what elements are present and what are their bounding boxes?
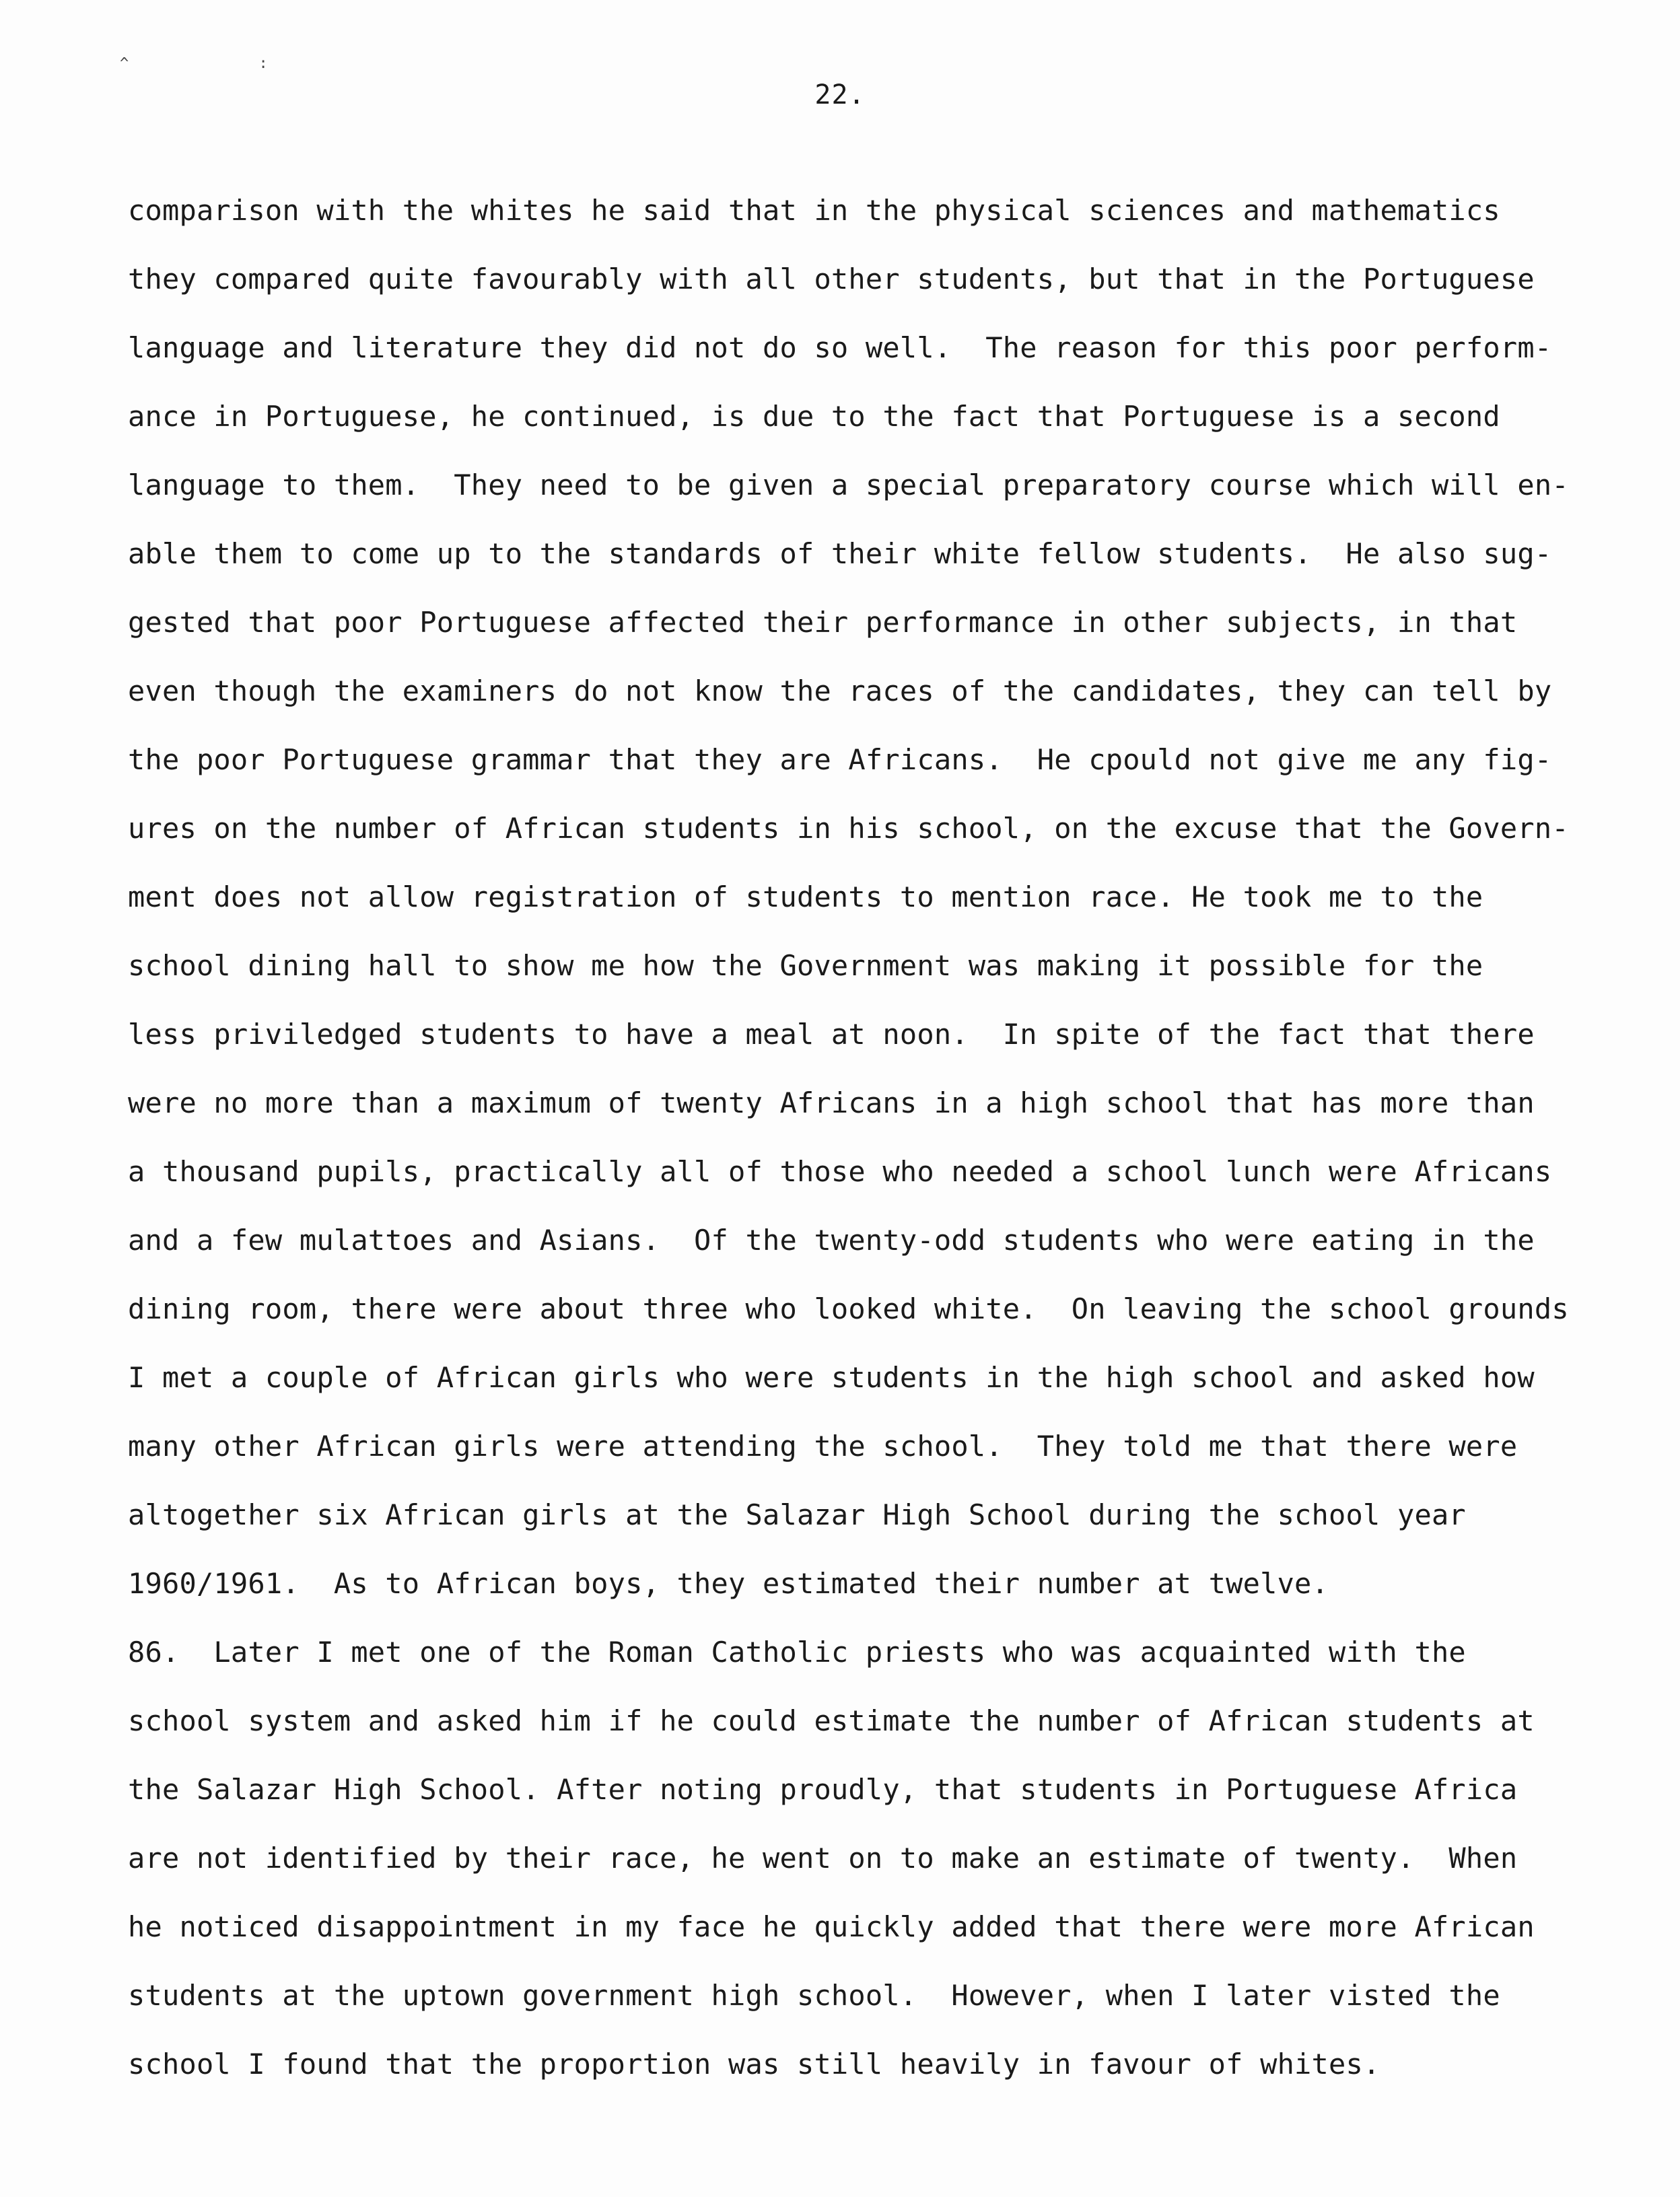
text-line: able them to come up to the standards of their white fellow students. He also sug- <box>128 537 1552 570</box>
text-line: school I found that the proportion was still heavily in favour of whites. <box>128 2048 1380 2081</box>
text-line: altogether six African girls at the Salazar High School during the school year <box>128 1498 1466 1531</box>
text-line: language to them. They need to be given a special preparatory course which will en- <box>128 468 1569 501</box>
body-text <box>128 176 1568 2099</box>
text-line: they compared quite favourably with all other students, but that in the Portuguese <box>128 263 1535 295</box>
text-line: dining room, there were about three who looked white. On leaving the school grounds <box>128 1292 1569 1325</box>
text-line: and a few mulattoes and Asians. Of the twenty-odd students who were eating in the <box>128 1224 1535 1257</box>
text-line: a thousand pupils, practically all of those who needed a school lunch were Africans <box>128 1155 1552 1188</box>
text-line: ment does not allow registration of students to mention race. He took me to the <box>128 880 1483 913</box>
text-line: are not identified by their race, he went on to make an estimate of twenty. When <box>128 1842 1518 1875</box>
text-line: ures on the number of African students in his school, on the excuse that the Govern- <box>128 812 1569 845</box>
text-line: the poor Portuguese grammar that they are Africans. He cpould not give me any fig- <box>128 743 1552 776</box>
text-line: language and literature they did not do so well. The reason for this poor perform- <box>128 331 1552 364</box>
text-line: school system and asked him if he could estimate the number of African students at <box>128 1704 1535 1737</box>
text-line: less priviledged students to have a meal at noon. In spite of the fact that there <box>128 1018 1535 1051</box>
text-line: were no more than a maximum of twenty Africans in a high school that has more than <box>128 1086 1535 1119</box>
page-number: 22. <box>814 79 866 110</box>
text-line: I met a couple of African girls who were students in the high school and asked how <box>128 1361 1535 1394</box>
text-line: even though the examiners do not know the races of the candidates, they can tell by <box>128 674 1552 707</box>
text-line: the Salazar High School. After noting proudly, that students in Portuguese Africa <box>128 1773 1518 1806</box>
paragraph-86-start: 86. Later I met one of the Roman Catholic priests who was acquainted with the <box>128 1636 1466 1669</box>
text-line: many other African girls were attending the school. They told me that there were <box>128 1430 1518 1463</box>
text-line: 1960/1961. As to African boys, they estimated their number at twelve. <box>128 1567 1329 1600</box>
text-line: comparison with the whites he said that in the physical sciences and mathematics <box>128 194 1500 227</box>
text-line: students at the uptown government high school. However, when I later visted the <box>128 1979 1500 2012</box>
text-line: school dining hall to show me how the Government was making it possible for the <box>128 949 1483 982</box>
text-line: ance in Portuguese, he continued, is due to the fact that Portuguese is a second <box>128 400 1500 433</box>
text-line: he noticed disappointment in my face he quickly added that there were more African <box>128 1910 1535 1943</box>
text-line: gested that poor Portuguese affected their performance in other subjects, in that <box>128 606 1518 639</box>
corner-marks: ^ : <box>120 55 328 72</box>
